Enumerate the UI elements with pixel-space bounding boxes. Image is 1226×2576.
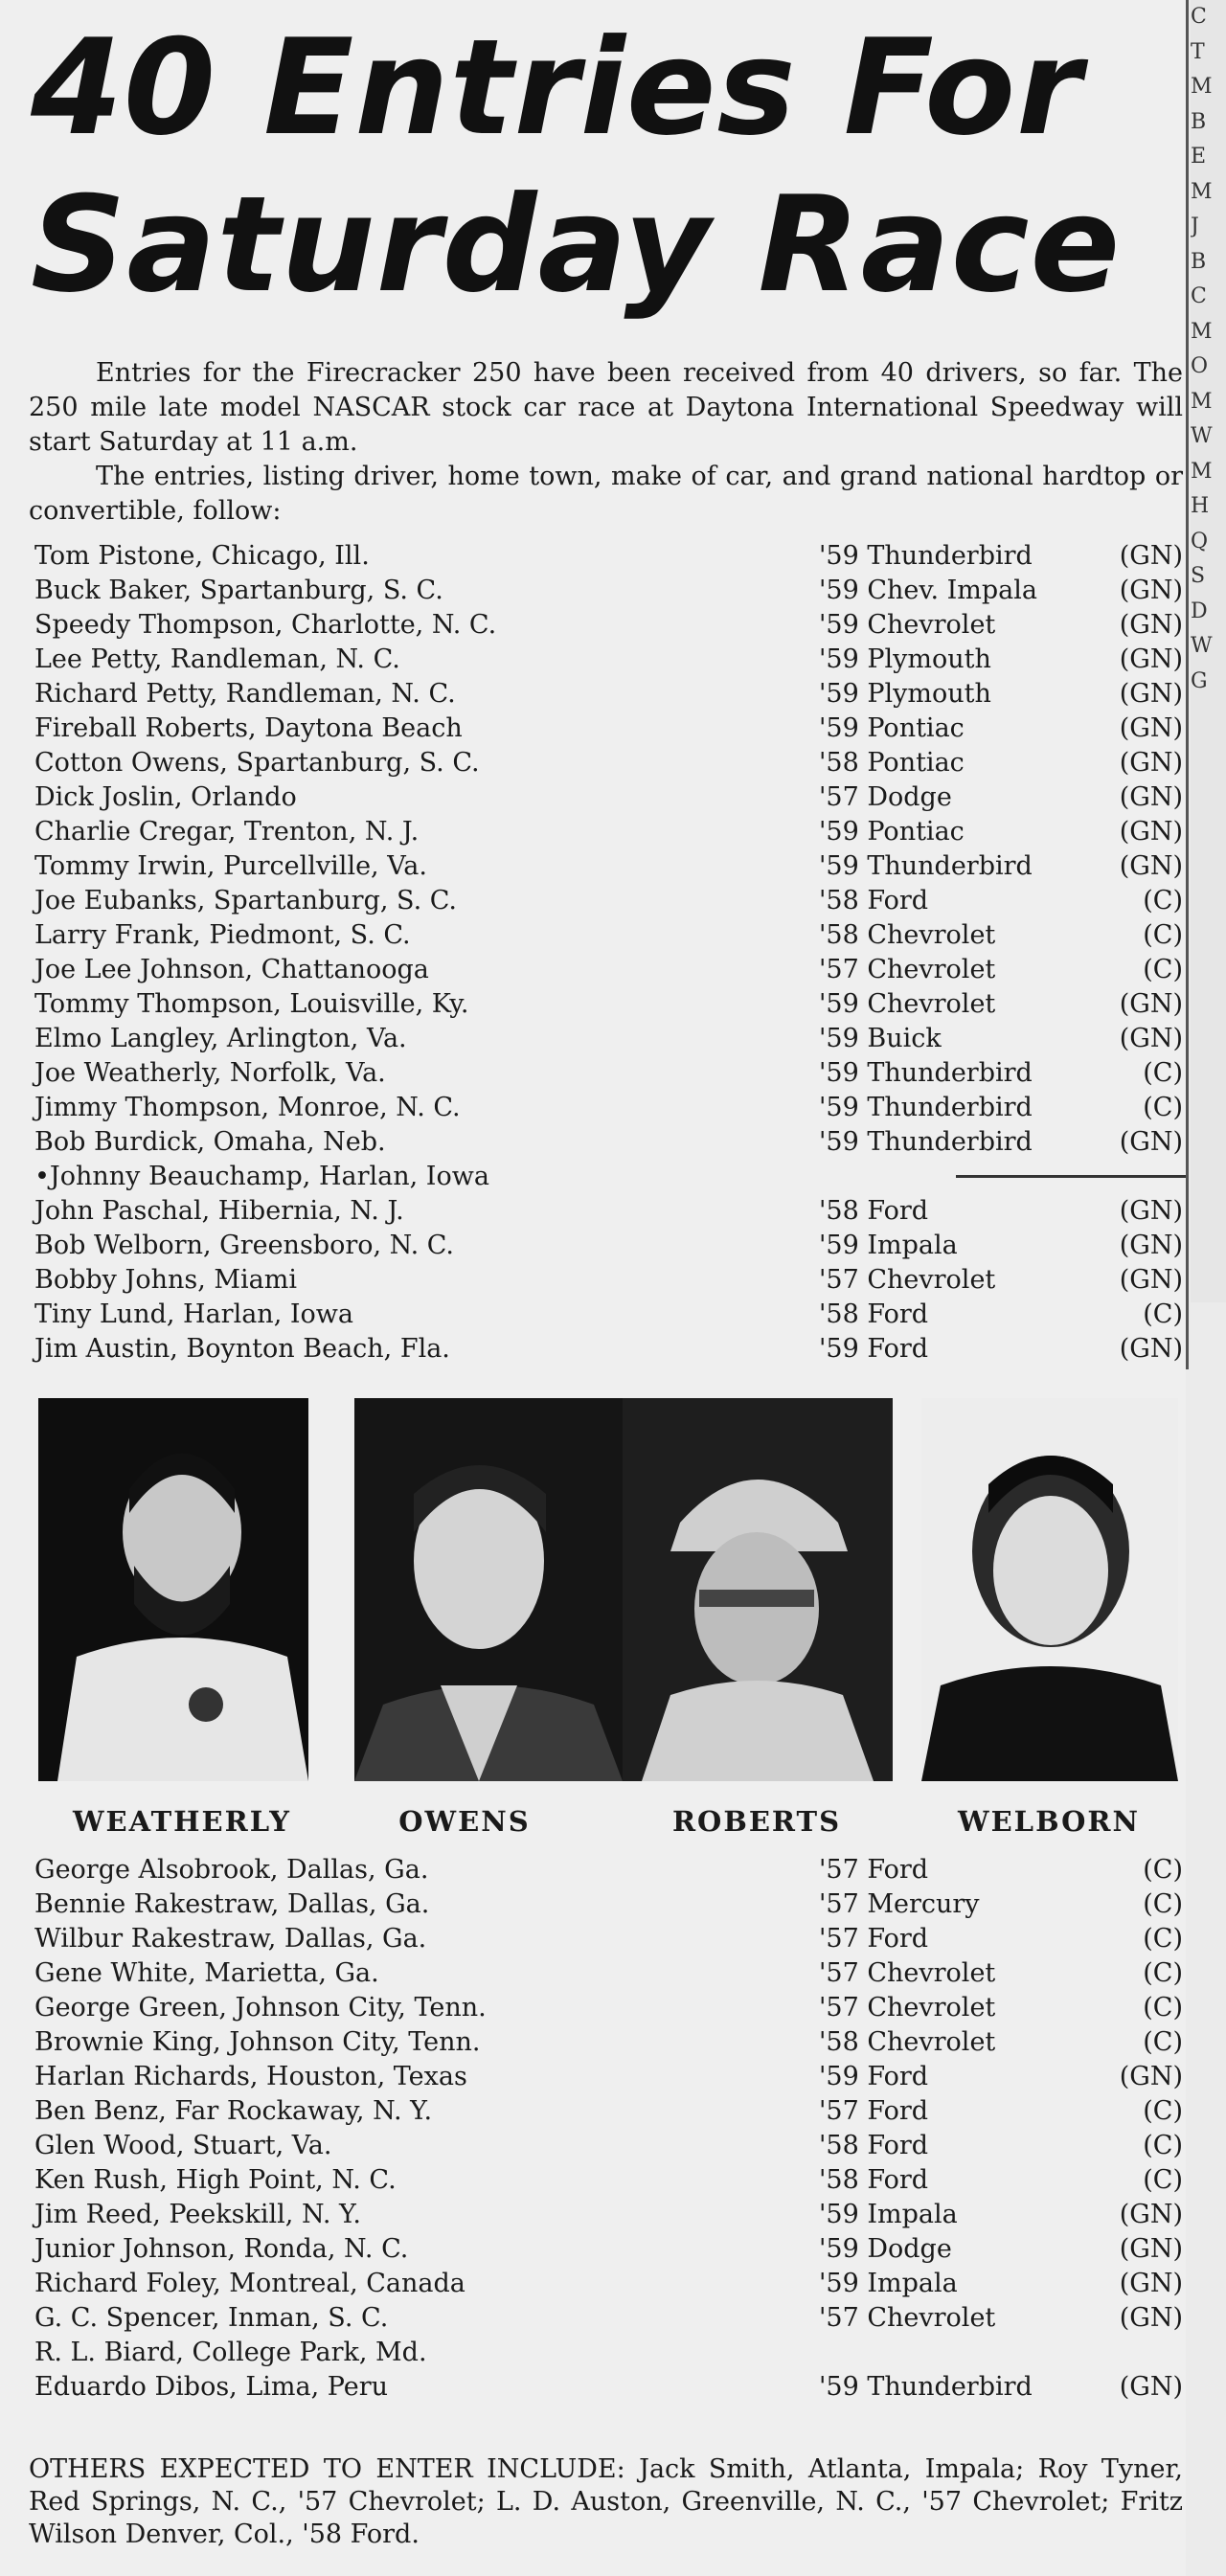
entry-row [29, 677, 1183, 712]
entry-driver: Tommy Irwin, Purcellville, Va. [34, 851, 427, 881]
entry-class: (C) [1143, 1299, 1183, 1329]
entry-class: (GN) [1119, 782, 1183, 812]
entry-driver: John Paschal, Hibernia, N. J. [34, 1196, 404, 1226]
entry-driver: George Alsobrook, Dallas, Ga. [34, 1855, 429, 1885]
entry-row [29, 1991, 1183, 2025]
entry-row [29, 2094, 1183, 2129]
entry-car: '59 Chevrolet [819, 989, 996, 1019]
entry-row [29, 712, 1183, 746]
entry-row [29, 2232, 1183, 2267]
entry-car: '59 Dodge [819, 2234, 952, 2264]
entry-car: '57 Ford [819, 1924, 929, 1954]
edge-letter: D [1191, 599, 1208, 623]
entry-row [29, 1125, 1183, 1160]
entry-car: '59 Thunderbird [819, 1058, 1033, 1088]
entry-class: (GN) [1119, 1265, 1183, 1295]
entry-driver: R. L. Biard, College Park, Md. [34, 2338, 427, 2367]
entry-class: (C) [1143, 2096, 1183, 2126]
edge-letter: C [1191, 284, 1207, 308]
intro-paragraph-1: Entries for the Firecracker 250 have been received from 40 drivers, so far. The 250 mile late model NASCAR stock car race at Daytona International Speedway will start Saturday at 11 a.m. [29, 358, 1183, 457]
entry-driver: Richard Foley, Montreal, Canada [34, 2269, 465, 2298]
entry-row [29, 1298, 1183, 1332]
entry-car: '57 Chevrolet [819, 1958, 996, 1988]
entry-car: '57 Dodge [819, 782, 952, 812]
edge-letter: Q [1191, 529, 1209, 554]
entry-driver: George Green, Johnson City, Tenn. [34, 1993, 487, 2022]
entry-row [29, 1194, 1183, 1229]
edge-letter: M [1191, 389, 1213, 414]
entry-row [29, 574, 1183, 608]
entry-list-bottom [29, 1853, 1183, 2405]
entry-class: (GN) [1119, 576, 1183, 605]
entry-car: '58 Ford [819, 2165, 929, 2195]
entry-class: (GN) [1119, 2372, 1183, 2402]
entry-car: '57 Ford [819, 2096, 929, 2126]
edge-letter: G [1191, 668, 1208, 693]
edge-letter: B [1191, 109, 1207, 134]
entry-car: '59 Impala [819, 2269, 958, 2298]
entry-row [29, 2301, 1183, 2336]
entry-row [29, 2060, 1183, 2094]
edge-letter: M [1191, 75, 1213, 99]
entry-car: '57 Chevrolet [819, 1993, 996, 2022]
entry-driver: Charlie Cregar, Trenton, N. J. [34, 817, 420, 847]
entry-car: '59 Thunderbird [819, 2372, 1033, 2402]
entry-car: '58 Pontiac [819, 748, 965, 778]
entry-class: (C) [1143, 1855, 1183, 1885]
entry-driver: Larry Frank, Piedmont, S. C. [34, 920, 411, 950]
entry-driver: Bob Burdick, Omaha, Neb. [34, 1127, 386, 1157]
entry-driver: Bobby Johns, Miami [34, 1265, 297, 1295]
entry-class: (GN) [1119, 1127, 1183, 1157]
entry-row [29, 2025, 1183, 2060]
entry-class: (C) [1143, 1993, 1183, 2022]
caption-welborn: WELBORN [958, 1805, 1140, 1838]
entry-class: (GN) [1119, 989, 1183, 1019]
entry-driver: Harlan Richards, Houston, Texas [34, 2062, 467, 2091]
entry-class: (C) [1143, 1058, 1183, 1088]
entry-row [29, 1263, 1183, 1298]
adjacent-column-edge [1191, 0, 1226, 1302]
entry-class: (GN) [1119, 1196, 1183, 1226]
entry-row [29, 1922, 1183, 1956]
entry-driver: Lee Petty, Randleman, N. C. [34, 644, 400, 674]
entry-class: (C) [1143, 886, 1183, 915]
entry-class: (GN) [1119, 2200, 1183, 2229]
entry-driver: Jimmy Thompson, Monroe, N. C. [34, 1093, 461, 1122]
entry-class: (GN) [1119, 1024, 1183, 1053]
entry-row [29, 1091, 1183, 1125]
intro-text [29, 356, 1183, 529]
entry-car: '57 Chevrolet [819, 955, 996, 984]
entry-car: '59 Thunderbird [819, 851, 1033, 881]
entry-car: '58 Ford [819, 886, 929, 915]
entry-car: '59 Thunderbird [819, 1093, 1033, 1122]
edge-letter: M [1191, 319, 1213, 344]
column-divider [1186, 0, 1189, 1369]
photo-weatherly [38, 1398, 308, 1781]
entry-driver: Buck Baker, Spartanburg, S. C. [34, 576, 443, 605]
entry-class: (C) [1143, 2131, 1183, 2160]
entry-row [29, 2267, 1183, 2301]
entry-row [29, 780, 1183, 815]
entry-car: '57 Ford [819, 1855, 929, 1885]
entry-row [29, 2198, 1183, 2232]
entry-row [29, 1229, 1183, 1263]
entry-driver: Brownie King, Johnson City, Tenn. [34, 2027, 481, 2057]
edge-letter: M [1191, 179, 1213, 204]
edge-letter: J [1191, 215, 1199, 238]
entry-row [29, 1332, 1183, 1367]
entry-car: '59 Buick [819, 1024, 942, 1053]
driver-photos [38, 1398, 1178, 1781]
entry-driver: G. C. Spencer, Inman, S. C. [34, 2303, 389, 2333]
edge-letter: S [1191, 564, 1206, 588]
entry-class: (C) [1143, 920, 1183, 950]
entry-car: '59 Thunderbird [819, 541, 1033, 571]
headline-line-2: Saturday Race [31, 168, 1122, 322]
entry-class: (C) [1143, 2165, 1183, 2195]
list-rule [956, 1175, 1186, 1178]
entry-row [29, 608, 1183, 643]
entry-driver: Jim Reed, Peekskill, N. Y. [34, 2200, 361, 2229]
entry-car: '59 Pontiac [819, 713, 965, 743]
entry-car: '58 Chevrolet [819, 920, 996, 950]
entry-car: '57 Mercury [819, 1889, 980, 1919]
headline [31, 10, 1180, 324]
entry-class: (GN) [1119, 851, 1183, 881]
edge-letter: W [1191, 424, 1213, 448]
entry-driver: Joe Lee Johnson, Chattanooga [34, 955, 429, 984]
entry-driver: Tiny Lund, Harlan, Iowa [34, 1299, 353, 1329]
entry-driver: Wilbur Rakestraw, Dallas, Ga. [34, 1924, 427, 1954]
entry-car: '58 Ford [819, 1196, 929, 1226]
entry-driver: Joe Weatherly, Norfolk, Va. [34, 1058, 386, 1088]
entry-class: (C) [1143, 955, 1183, 984]
entry-driver: Joe Eubanks, Spartanburg, S. C. [34, 886, 458, 915]
entry-class: (GN) [1119, 2303, 1183, 2333]
headline-line-1: 40 Entries For [31, 11, 1083, 165]
edge-letter: W [1191, 634, 1213, 658]
entry-driver: Dick Joslin, Orlando [34, 782, 297, 812]
entry-car: '59 Plymouth [819, 679, 991, 709]
entry-car: '59 Plymouth [819, 644, 991, 674]
edge-letter: O [1191, 354, 1209, 378]
entry-driver: Bob Welborn, Greensboro, N. C. [34, 1231, 455, 1260]
entry-driver: Elmo Langley, Arlington, Va. [34, 1024, 407, 1053]
entry-car: '58 Chevrolet [819, 2027, 996, 2057]
entry-car: '59 Chevrolet [819, 610, 996, 640]
entry-row [29, 987, 1183, 1022]
entry-class: (GN) [1119, 713, 1183, 743]
entry-row [29, 2163, 1183, 2198]
entry-driver: Eduardo Dibos, Lima, Peru [34, 2372, 389, 2402]
entry-class: (C) [1143, 1924, 1183, 1954]
entry-row [29, 1056, 1183, 1091]
edge-letter: B [1191, 249, 1207, 274]
entry-class: (C) [1143, 2027, 1183, 2057]
entry-car: '57 Chevrolet [819, 2303, 996, 2333]
entry-car: '58 Ford [819, 1299, 929, 1329]
entry-row [29, 2370, 1183, 2405]
entry-car: '59 Thunderbird [819, 1127, 1033, 1157]
entry-driver: Gene White, Marietta, Ga. [34, 1958, 379, 1988]
entry-class: (C) [1143, 1958, 1183, 1988]
entry-row [29, 918, 1183, 953]
caption-weatherly: WEATHERLY [72, 1805, 291, 1838]
entry-row [29, 815, 1183, 849]
entry-row [29, 539, 1183, 574]
entry-row [29, 1022, 1183, 1056]
edge-letter: M [1191, 459, 1213, 484]
entry-class: (C) [1143, 1889, 1183, 1919]
entry-driver: Richard Petty, Randleman, N. C. [34, 679, 456, 709]
entry-driver: Jim Austin, Boynton Beach, Fla. [34, 1334, 450, 1364]
entry-row [29, 2129, 1183, 2163]
entry-row [29, 643, 1183, 677]
entry-row [29, 1853, 1183, 1887]
entry-class: (GN) [1119, 2269, 1183, 2298]
entry-class: (C) [1143, 1093, 1183, 1122]
entry-driver: Cotton Owens, Spartanburg, S. C. [34, 748, 480, 778]
entry-driver: Speedy Thompson, Charlotte, N. C. [34, 610, 497, 640]
entry-car: '58 Ford [819, 2131, 929, 2160]
entry-driver: Fireball Roberts, Daytona Beach [34, 713, 463, 743]
edge-letter: H [1191, 494, 1210, 518]
entry-class: (GN) [1119, 644, 1183, 674]
entry-driver: Glen Wood, Stuart, Va. [34, 2131, 332, 2160]
entry-car: '59 Ford [819, 2062, 929, 2091]
edge-letter: C [1191, 5, 1207, 29]
entry-driver: Junior Johnson, Ronda, N. C. [34, 2234, 409, 2264]
entry-row [29, 1887, 1183, 1922]
entry-class: (GN) [1119, 2062, 1183, 2091]
entry-car: '59 Chev. Impala [819, 576, 1037, 605]
others-expected: OTHERS EXPECTED TO ENTER INCLUDE: Jack Smith, Atlanta, Impala; Roy Tyner, Red Springs, N. C., '57 Chevrolet; L. D. Auston, Greenville, N. C., '57 Chevrolet; Fritz Wilson Denver, Col., '58 Ford. [29, 2454, 1183, 2549]
entry-row [29, 1956, 1183, 1991]
entry-row [29, 849, 1183, 884]
intro-paragraph-2: The entries, listing driver, home town, make of car, and grand national hardtop or convertible, follow: [29, 462, 1183, 526]
entry-list-top [29, 539, 1183, 1367]
caption-owens: OWENS [398, 1805, 531, 1838]
entry-class: (GN) [1119, 610, 1183, 640]
entry-car: '59 Impala [819, 2200, 958, 2229]
entry-car: '59 Ford [819, 1334, 929, 1364]
entry-driver: Tommy Thompson, Louisville, Ky. [34, 989, 469, 1019]
entry-row [29, 953, 1183, 987]
entry-car: '59 Pontiac [819, 817, 965, 847]
entry-class: (GN) [1119, 679, 1183, 709]
photo-owens [354, 1398, 623, 1781]
entry-class: (GN) [1119, 541, 1183, 571]
entry-class: (GN) [1119, 1231, 1183, 1260]
edge-letter: T [1191, 39, 1205, 64]
entry-driver: Bennie Rakestraw, Dallas, Ga. [34, 1889, 430, 1919]
entry-driver: Tom Pistone, Chicago, Ill. [34, 541, 370, 571]
edge-letter: E [1191, 145, 1207, 169]
entry-driver: Ken Rush, High Point, N. C. [34, 2165, 397, 2195]
entry-row [29, 884, 1183, 918]
entry-row [29, 746, 1183, 780]
entry-class: (GN) [1119, 817, 1183, 847]
entry-car: '59 Impala [819, 1231, 958, 1260]
photo-welborn [921, 1398, 1178, 1781]
entry-car: '57 Chevrolet [819, 1265, 996, 1295]
entry-class: (GN) [1119, 2234, 1183, 2264]
caption-roberts: ROBERTS [671, 1805, 842, 1838]
entry-driver: Ben Benz, Far Rockaway, N. Y. [34, 2096, 433, 2126]
photo-roberts [623, 1398, 893, 1781]
entry-class: (GN) [1119, 748, 1183, 778]
entry-row [29, 2336, 1183, 2370]
entry-class: (GN) [1119, 1334, 1183, 1364]
entry-driver: •Johnny Beauchamp, Harlan, Iowa [34, 1162, 489, 1191]
